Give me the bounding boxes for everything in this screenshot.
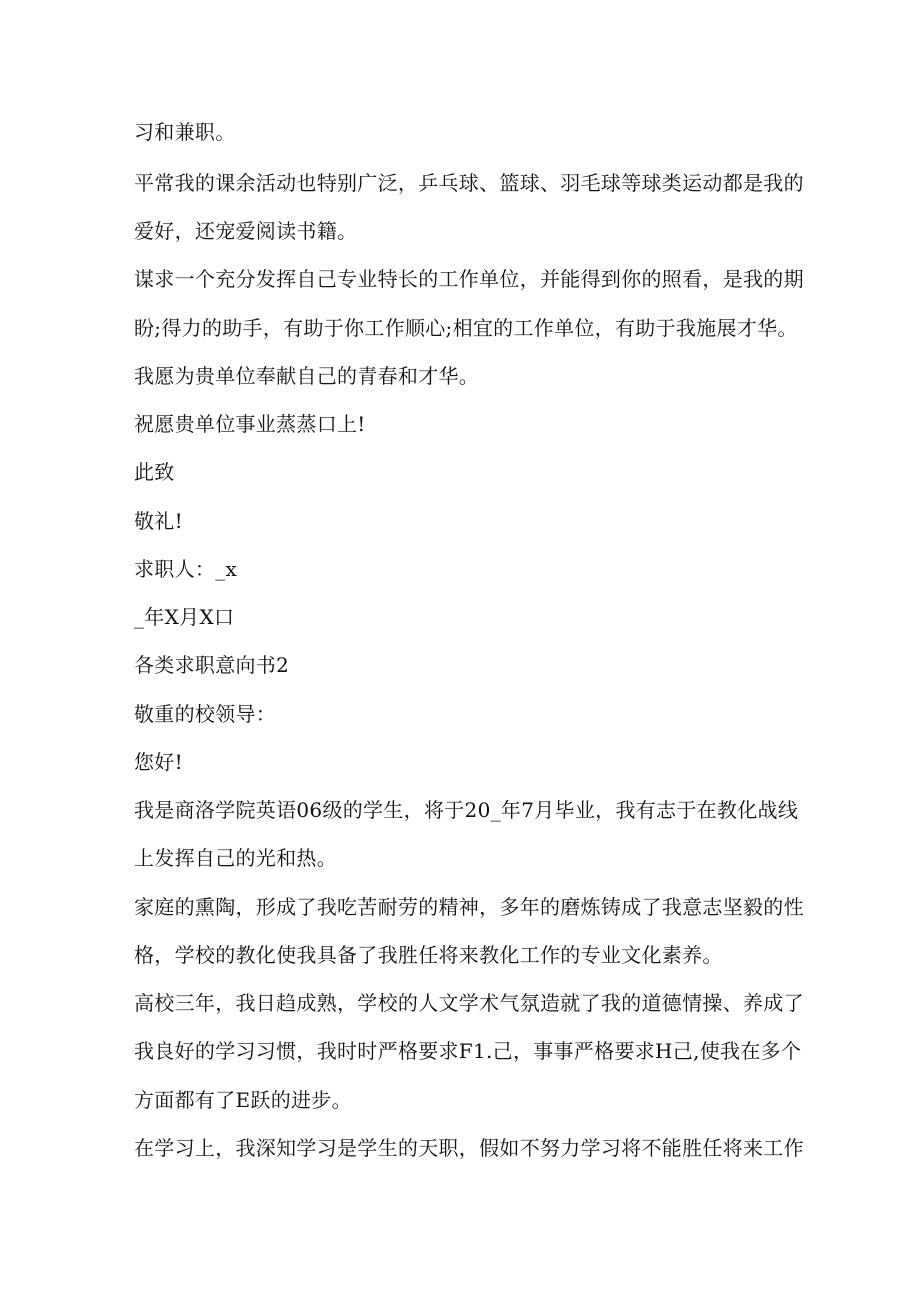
text-line: 我是商洛学院英语06级的学生，将于20_年7月毕业，我有志于在教化战线	[134, 798, 799, 822]
text-line: 各类求职意向书2	[134, 653, 290, 677]
text-line: 敬重的校领导：	[134, 702, 277, 726]
text-line: 爱好，还宠爱阅读书籍。	[134, 219, 358, 243]
text-line: _年X月X口	[134, 605, 235, 629]
text-line: 方面都有了E跃的进步。	[134, 1088, 352, 1112]
text-line: 上发挥自己的光和热。	[134, 846, 337, 870]
text-line: 我良好的学习习惯，我时时严格要求F1.己，事事严格要求H己,使我在多个	[134, 1039, 802, 1063]
text-line: 家庭的熏陶，形成了我吃苦耐劳的精神，多年的磨炼铸成了我意志坚毅的性	[134, 895, 804, 919]
text-line: 平常我的课余活动也特别广泛，乒乓球、篮球、羽毛球等球类运动都是我的	[134, 171, 804, 195]
text-line: 格，学校的教化使我具备了我胜任将来教化工作的专业文化素养。	[134, 943, 723, 967]
text-line: 我愿为贵单位奉献自己的青春和才华。	[134, 364, 480, 388]
text-line: 您好!	[134, 750, 183, 774]
text-line: 高校三年，我日趋成熟，学校的人文学术气氛造就了我的道德情操、养成了	[134, 991, 804, 1015]
text-line: 习和兼职。	[134, 120, 236, 144]
text-line: 求职人：_x	[134, 557, 238, 581]
text-line: 祝愿贵单位事业蒸蒸口上!	[134, 412, 366, 436]
text-line: 敬礼!	[134, 509, 183, 533]
text-line: 谋求一个充分发挥自己专业特长的工作单位，并能得到你的照看，是我的期	[134, 267, 804, 291]
text-line: 此致	[134, 460, 175, 484]
text-line: 在学习上，我深知学习是学生的天职，假如不努力学习将不能胜任将来工作	[134, 1136, 804, 1160]
text-line: 盼;得力的助手，有助于你工作顺心;相宜的工作单位，有助于我施展才华。	[134, 316, 798, 340]
